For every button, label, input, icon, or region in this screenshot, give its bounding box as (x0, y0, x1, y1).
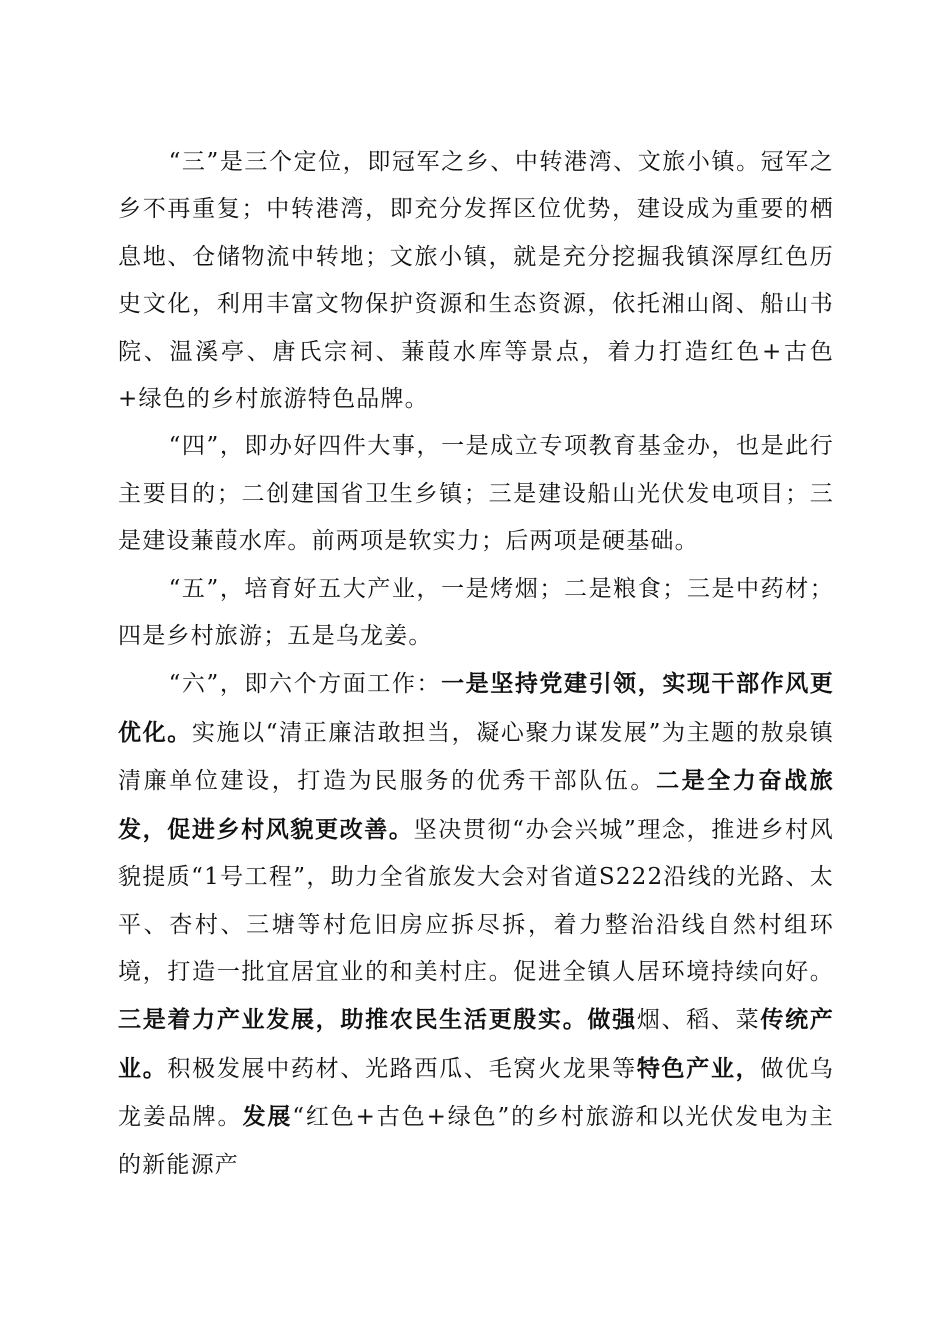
bold-special-industry: 特色产业， (636, 1054, 761, 1082)
bold-heading-industry: 三是着力产业发展，助推农民生活更殷实。做强 (118, 1006, 637, 1034)
paragraph-three-positions (118, 139, 834, 423)
paragraph-four-matters (118, 423, 834, 565)
paragraph-five-industries (118, 566, 834, 661)
text-segment: “红色+古色+绿色”的乡村旅游和以光伏发电为主的新能源产 (118, 1104, 834, 1178)
text-segment: “四”，即办好四件大事，一是成立专项教育基金办，也是此行主要目的；二创建国省卫生乡镇；三是建设船山光伏发电项目；三是建设蒹葭水库。前两项是软实力；后两项是硬基础。 (118, 433, 834, 555)
text-segment: “三”是三个定位，即冠军之乡、中转港湾、文旅小镇。冠军之乡不再重复；中转港湾，即充分发挥区位优势，建设成为重要的栖息地、仓储物流中转地；文旅小镇，就是充分挖掘我镇深厚红色历史文化，利用丰富文物保护资源和生态资源，依托湘山阁、船山书院、温溪亭、唐氏宗祠、蒹葭水库等景点，着力打造红色+古色+绿色的乡村旅游特色品牌。 (118, 149, 834, 413)
document-body (118, 139, 834, 1189)
text-segment: “五”，培育好五大产业，一是烤烟；二是粮食；三是中药材；四是乡村旅游；五是乌龙姜。 (118, 575, 834, 650)
text-segment: 烟、稻、菜 (636, 1007, 761, 1034)
bold-heading-party-building: 一是坚持党建引领，实现干部作风更优化。 (118, 670, 835, 746)
paragraph-six-tasks (118, 660, 834, 1188)
text-segment: 实施以“清正廉洁敢担当，凝心聚力谋发展”为主题的敖泉镇清廉单位建设，打造为民服务的优秀干部队伍。 (118, 719, 834, 795)
text-segment: 做优乌龙姜品牌。 (118, 1055, 834, 1131)
text-segment: 坚决贯彻“办会兴城”理念，推进乡村风貌提质“1号工程”，助力全省旅发大会对省道S222沿线的光路、太平、杏村、三塘等村危旧房应拆尽拆，着力整治沿线自然村组环境，打造一批宜居宜业的和美村庄。促进全镇人居环境持续向好。 (118, 816, 834, 985)
bold-heading-tourism: 二是全力奋战旅发，促进乡村风貌更改善。 (118, 767, 834, 843)
bold-develop: 发展 (242, 1103, 293, 1131)
bold-traditional-industry: 传统产业。 (118, 1006, 835, 1082)
text-segment: “六”，即六个方面工作： (168, 671, 442, 698)
text-segment: 积极发展中药材、光路西瓜、毛窝火龙果等 (167, 1055, 637, 1082)
